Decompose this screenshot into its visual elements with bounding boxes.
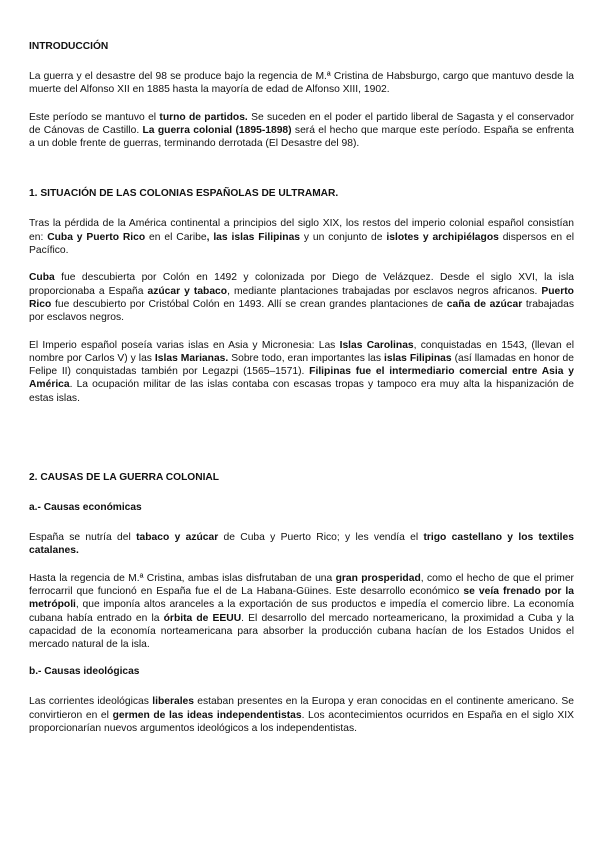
intro-heading: INTRODUCCIÓN — [29, 41, 109, 52]
subsection-a-heading: a.- Causas económicas — [29, 502, 142, 514]
section-1-heading: 1. SITUACIÓN DE LAS COLONIAS ESPAÑOLAS DE ULTRAMAR. — [29, 188, 339, 200]
intro-paragraph-1: La guerra y el desastre del 98 se produce bajo la regencia de M.ª Cristina de Habsburgo, cargo que mantuvo desde la muerte del Alfonso XII en 1885 hasta la mayoría de edad de Alfonso XIII, 1902. — [29, 71, 574, 96]
section-2-heading: 2. CAUSAS DE LA GUERRA COLONIAL — [29, 472, 219, 484]
section-1-paragraph-3: El Imperio español poseía varias islas en Asia y Micronesia: Las Islas Carolinas, conquistadas en 1543, (llevan el nombre por Carlos V) y las Islas Marianas. Sobre todo, eran importantes las islas Filipinas (así llamadas en honor de Felipe II) conquistadas también por Legazpi (1565–1571). Filipinas fue el intermediario comercial entre Asia y América. La ocupación militar de las islas contaba con escasas tropas y tampoco era muy alta la hispanización de estas islas. — [29, 339, 575, 404]
section-1-paragraph-1: Tras la pérdida de la América continental a principios del siglo XIX, los restos del imperio colonial español consistían en: Cuba y Puerto Rico en el Caribe, las islas Filipinas y un conjunto de islotes y archipiélagos dispersos en el Pacífico. — [29, 218, 574, 257]
intro-paragraph-2: Este período se mantuvo el turno de partidos. Se suceden en el poder el partido liberal de Sagasta y el conservador de Cánovas de Castillo. La guerra colonial (1895-1898) será el hecho que marque este período. España se enfrenta a un doble frente de guerras, terminando derrotada (El Desastre del 98). — [29, 111, 574, 150]
section-2b-paragraph-1: Las corrientes ideológicas liberales estaban presentes en la Europa y eran conocidas en el continente americano. Se convirtieron en el germen de las ideas independentistas. Los acontecimientos ocurridos en España en el siglo XIX proporcionarían nuevos argumentos ideológicos a los independentistas. — [29, 696, 574, 735]
section-2a-paragraph-1: España se nutría del tabaco y azúcar de Cuba y Puerto Rico; y les vendía el trigo castellano y los textiles catalanes. — [29, 532, 574, 557]
subsection-b-heading: b.- Causas ideológicas — [29, 666, 140, 678]
section-2a-paragraph-2: Hasta la regencia de M.ª Cristina, ambas islas disfrutaban de una gran prosperidad, como el hecho de que el primer ferrocarril que funcionó en España fue el de La Habana-Güines. Este desarrollo económico se veía frenado por la metrópoli, que imponía altos aranceles a la exportación de sus productos e impedía el comercio libre. La economía cubana había entrado en la órbita de EEUU. El desarrollo del mercado norteamericano, la proximidad a Cuba y la capacidad de la economía norteamericana para absorber la producción cubana hacían de los Estados Unidos el mercado natural de la isla. — [29, 572, 575, 651]
section-1-paragraph-2: Cuba fue descubierta por Colón en 1492 y colonizada por Diego de Velázquez. Desde el siglo XVI, la isla proporcionaba a España azúcar y tabaco, mediante plantaciones trabajadas por esclavos negros africanos. Puerto Rico fue descubierto por Cristóbal Colón en 1493. Allí se crean grandes plantaciones de caña de azúcar trabajadas por esclavos negros. — [29, 272, 574, 324]
document-page — [29, 40, 574, 735]
